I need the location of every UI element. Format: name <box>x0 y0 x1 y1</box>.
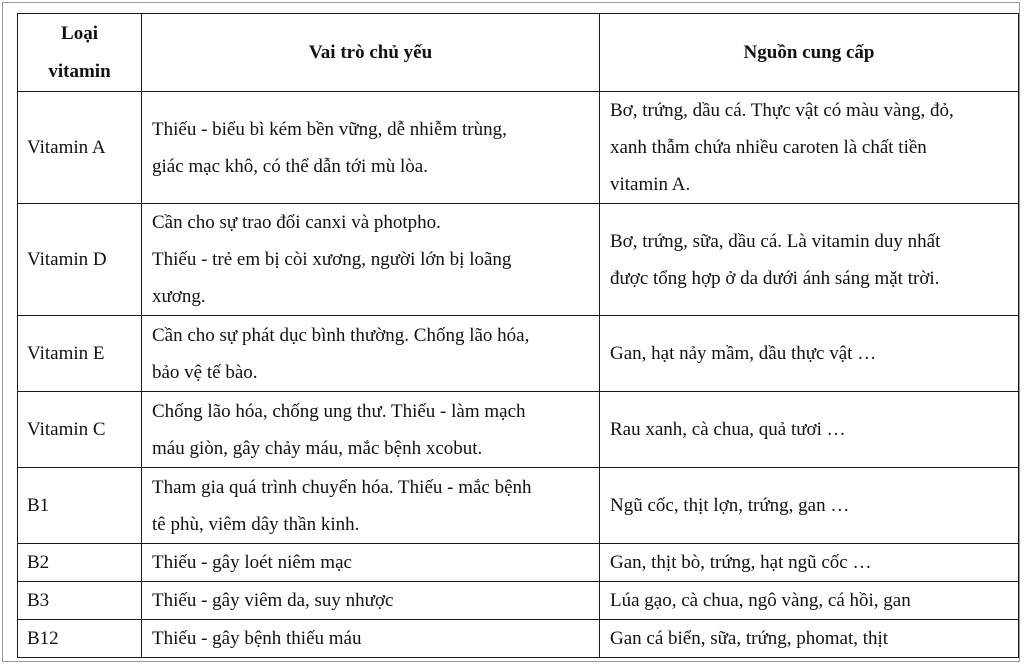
cell-source <box>600 92 1019 204</box>
cell-role <box>142 620 600 658</box>
header-vitamin-type-line1: Loại <box>61 22 98 44</box>
role-line: bảo vệ tế bào. <box>152 361 258 383</box>
source-line: Lúa gạo, cà chua, ngô vàng, cá hồi, gan <box>610 590 911 611</box>
cell-vitamin-type: Vitamin D <box>18 204 142 316</box>
header-source: Nguồn cung cấp <box>600 14 1019 92</box>
cell-role <box>142 544 600 582</box>
source-line: Bơ, trứng, sữa, dầu cá. Là vitamin duy nhất <box>610 230 941 252</box>
cell-vitamin-type: B1 <box>18 468 142 544</box>
cell-source <box>600 582 1019 620</box>
table-row <box>18 544 1019 582</box>
source-line: Bơ, trứng, dầu cá. Thực vật có màu vàng, đỏ, <box>610 100 954 121</box>
role-line: Thiếu - biểu bì kém bền vững, dễ nhiễm trùng, <box>152 118 507 140</box>
source-line: vitamin A. <box>610 174 691 195</box>
role-line: Cần cho sự phát dục bình thường. Chống lão hóa, <box>152 324 530 346</box>
table-row <box>18 316 1019 392</box>
document-frame <box>2 2 1020 662</box>
role-line: Tham gia quá trình chuyển hóa. Thiếu - mắc bệnh <box>152 476 532 498</box>
cell-vitamin-type: B12 <box>18 620 142 658</box>
cell-source <box>600 204 1019 316</box>
table-row <box>18 204 1019 316</box>
table-row <box>18 468 1019 544</box>
source-line: Rau xanh, cà chua, quả tươi … <box>610 419 846 440</box>
role-line: Thiếu - gây viêm da, suy nhược <box>152 590 394 611</box>
cell-role <box>142 392 600 468</box>
table-row <box>18 92 1019 204</box>
cell-role <box>142 92 600 204</box>
role-line: máu giòn, gây chảy máu, mắc bệnh xcobut. <box>152 437 483 459</box>
table-row <box>18 582 1019 620</box>
role-line: Thiếu - gây bệnh thiếu máu <box>152 628 362 649</box>
cell-vitamin-type: B2 <box>18 544 142 582</box>
cell-role <box>142 204 600 316</box>
role-line: Chống lão hóa, chống ung thư. Thiếu - làm mạch <box>152 400 526 422</box>
role-line: Thiếu - gây loét niêm mạc <box>152 552 352 573</box>
role-line: xương. <box>152 286 206 307</box>
source-line: xanh thẫm chứa nhiều caroten là chất tiền <box>610 137 927 158</box>
cell-source <box>600 620 1019 658</box>
source-line: Gan, thịt bò, trứng, hạt ngũ cốc … <box>610 552 872 573</box>
source-line: Ngũ cốc, thịt lợn, trứng, gan … <box>610 495 850 516</box>
header-main-role: Vai trò chủ yếu <box>142 14 600 92</box>
cell-role <box>142 468 600 544</box>
role-line: Thiếu - trẻ em bị còi xương, người lớn bị loãng <box>152 249 512 270</box>
cell-source <box>600 392 1019 468</box>
table-row <box>18 392 1019 468</box>
cell-vitamin-type: Vitamin C <box>18 392 142 468</box>
cell-role <box>142 316 600 392</box>
role-line: tê phù, viêm dây thần kinh. <box>152 513 360 535</box>
header-vitamin-type <box>18 14 142 92</box>
source-line: Gan, hạt nảy mầm, dầu thực vật … <box>610 343 877 364</box>
cell-source <box>600 544 1019 582</box>
source-line: được tổng hợp ở da dưới ánh sáng mặt trời. <box>610 267 940 289</box>
role-line: Cần cho sự trao đổi canxi và photpho. <box>152 212 441 233</box>
role-line: giác mạc khô, có thể dẫn tới mù lòa. <box>152 155 428 177</box>
cell-source <box>600 316 1019 392</box>
table-header-row <box>18 14 1019 92</box>
table-row <box>18 620 1019 658</box>
cell-source <box>600 468 1019 544</box>
header-vitamin-type-line2: vitamin <box>48 60 111 82</box>
source-line: Gan cá biển, sữa, trứng, phomat, thịt <box>610 628 889 649</box>
cell-vitamin-type: Vitamin E <box>18 316 142 392</box>
cell-vitamin-type: B3 <box>18 582 142 620</box>
cell-vitamin-type: Vitamin A <box>18 92 142 204</box>
vitamin-table <box>17 13 1019 658</box>
cell-role <box>142 582 600 620</box>
